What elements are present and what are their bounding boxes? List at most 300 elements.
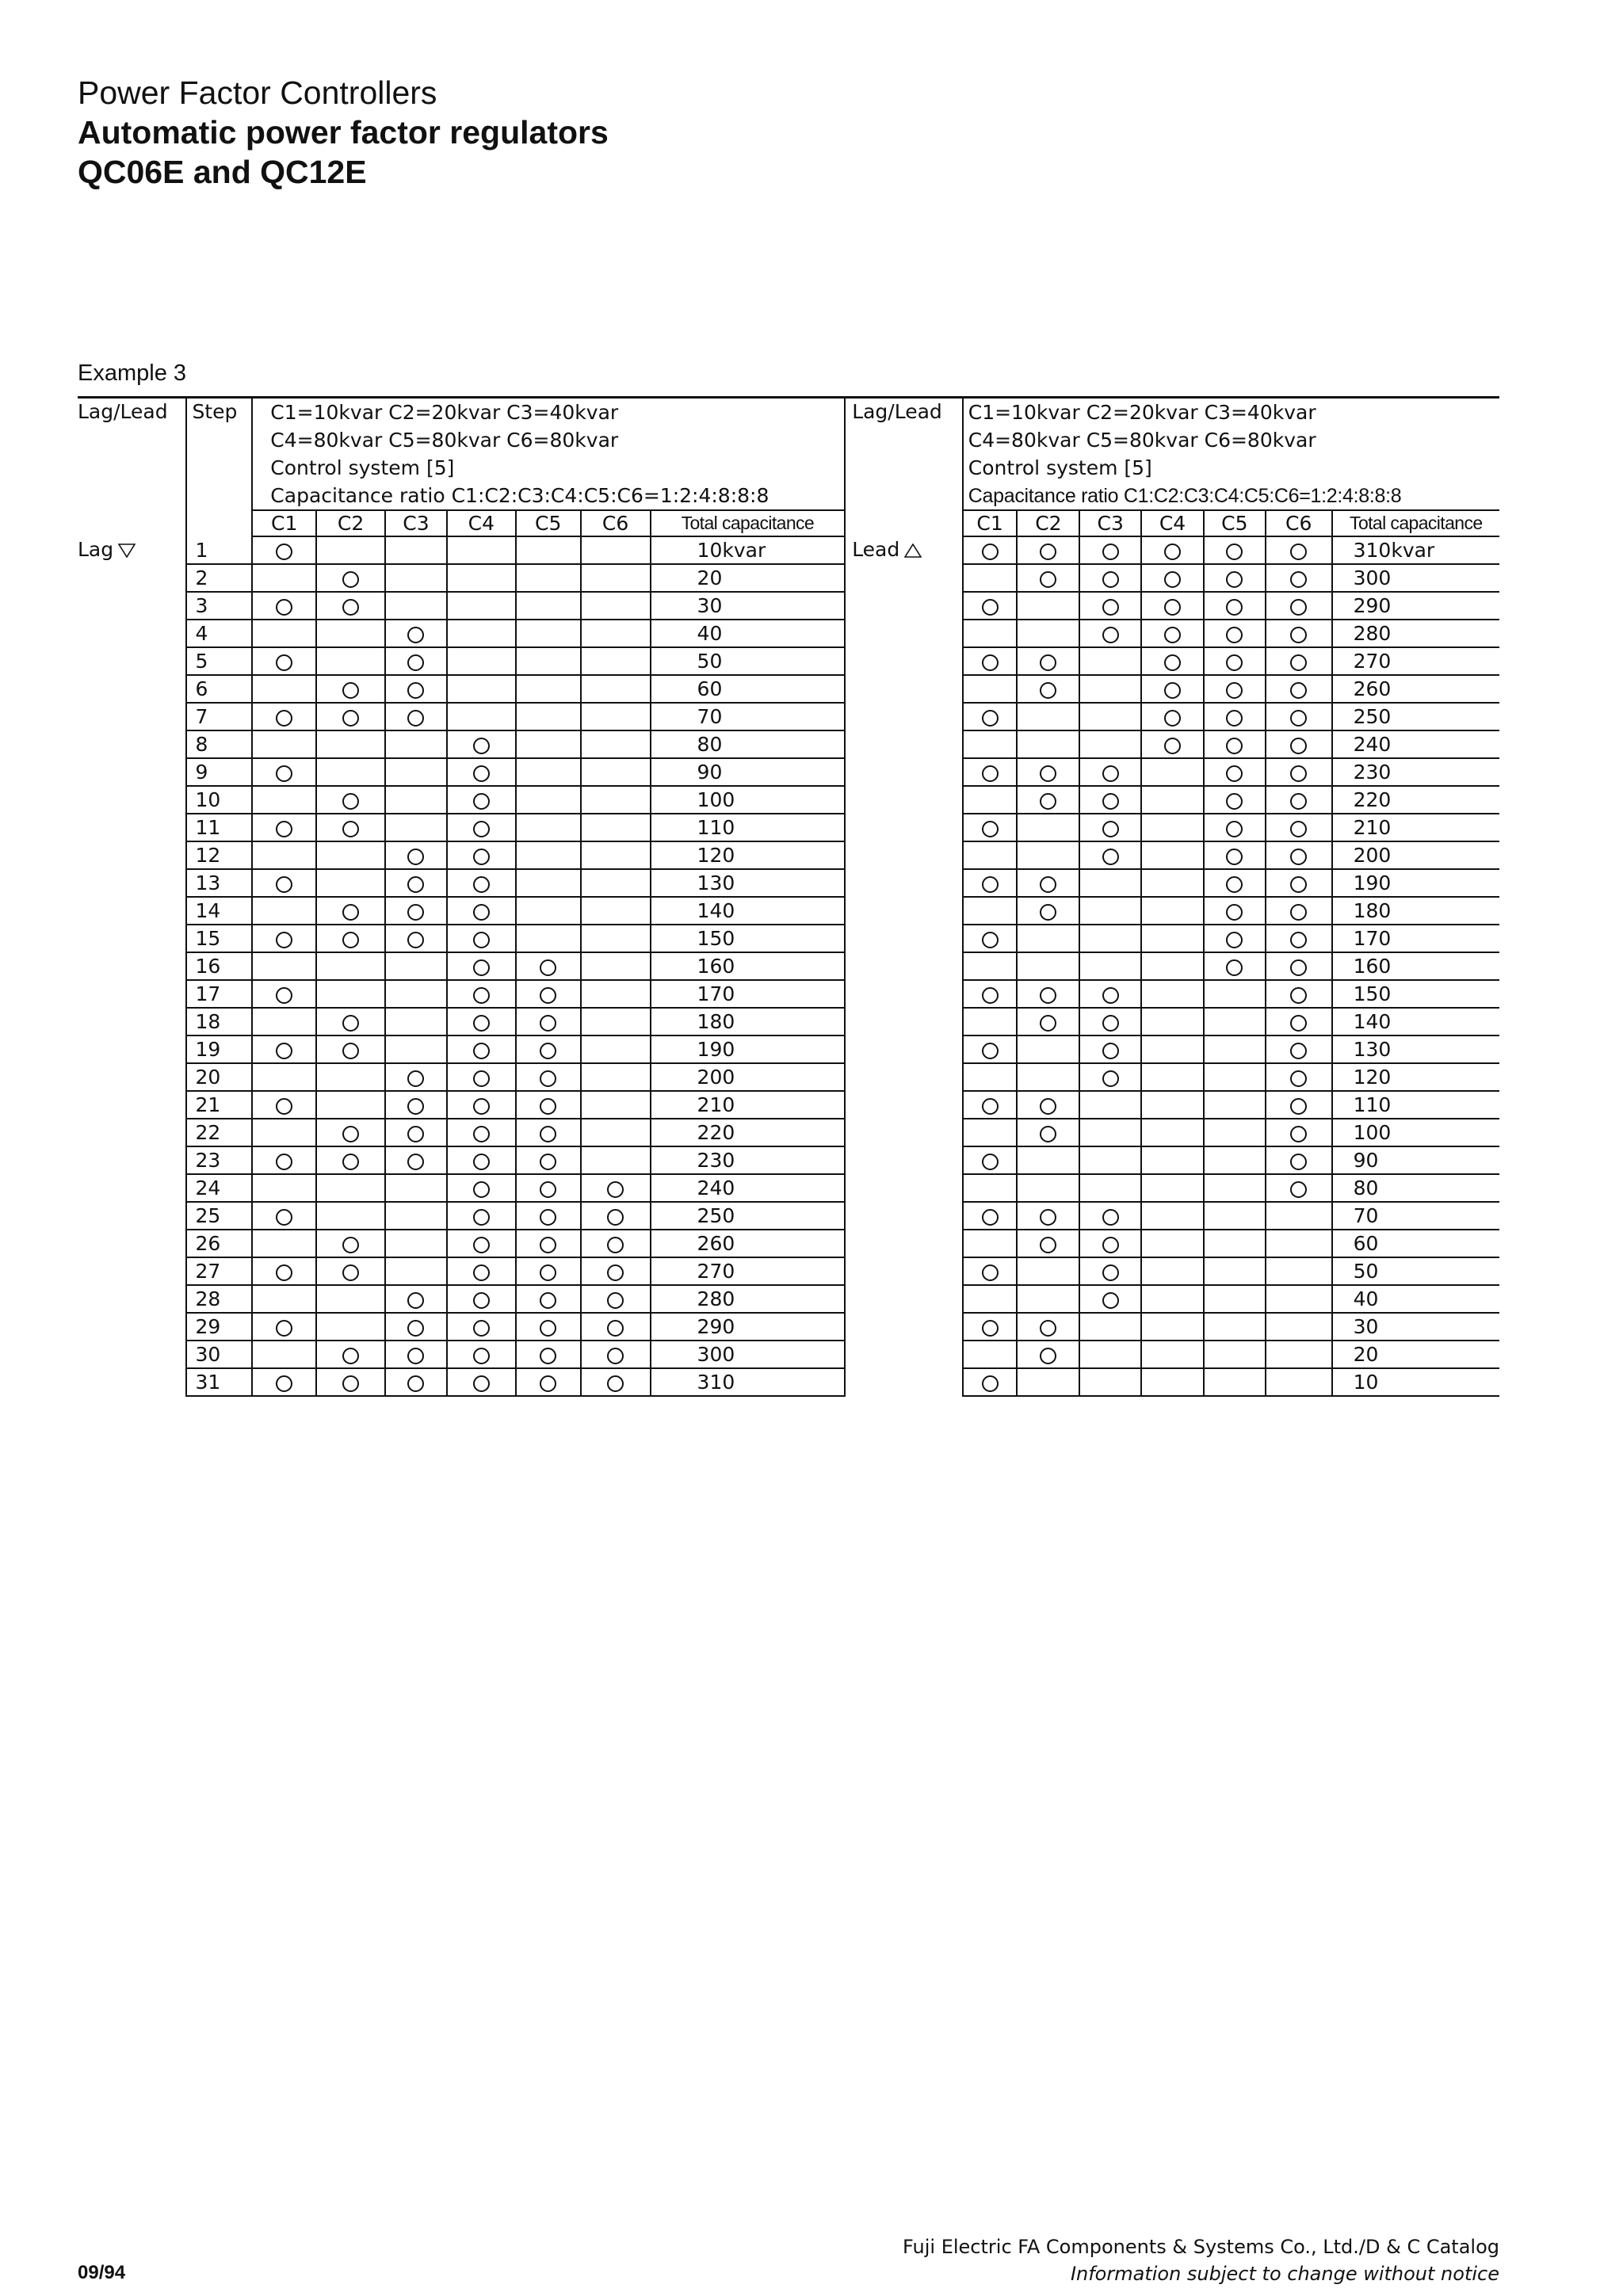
circle-icon — [1226, 849, 1243, 865]
lag-c6-cell — [581, 1202, 651, 1230]
lag-total-capacitance: 240 — [651, 1174, 846, 1202]
lag-c1-cell — [252, 536, 316, 564]
lead-c5-cell — [1204, 703, 1266, 730]
circle-icon — [540, 959, 556, 976]
lag-c4-cell — [447, 1313, 516, 1341]
lag-c2-cell — [316, 675, 385, 703]
lead-c1-cell — [963, 564, 1018, 592]
lag-c4-cell — [447, 1119, 516, 1146]
lag-c2-cell — [316, 1174, 385, 1202]
circle-icon — [540, 1292, 556, 1309]
lead-c3-cell — [1079, 592, 1141, 620]
circle-icon — [276, 1209, 292, 1226]
lead-c3-cell — [1079, 620, 1141, 647]
lag-c2-cell — [316, 1368, 385, 1396]
lead-c6-cell — [1266, 786, 1332, 814]
lag-c5-cell — [516, 1368, 581, 1396]
lag-c5-cell — [516, 1119, 581, 1146]
circle-icon — [473, 1292, 490, 1309]
circle-icon — [473, 1126, 490, 1142]
lag-c5-cell — [516, 786, 581, 814]
circle-icon — [473, 1209, 490, 1226]
step-number: 1 — [186, 536, 252, 564]
lead-c1-cell — [963, 675, 1018, 703]
lead-c5-cell — [1204, 647, 1266, 675]
lag-c3-cell — [385, 1091, 447, 1119]
lag-c4-cell — [447, 1174, 516, 1202]
lead-c4-cell — [1141, 592, 1204, 620]
lead-c1-cell — [963, 730, 1018, 758]
circle-icon — [982, 1320, 999, 1337]
col-header-c2: C2 — [316, 510, 385, 536]
circle-icon — [473, 738, 490, 754]
lead-c5-cell — [1204, 1119, 1266, 1146]
lead-c5-cell — [1204, 1063, 1266, 1091]
lag-c1-cell — [252, 980, 316, 1008]
lead-c6-cell — [1266, 647, 1332, 675]
lag-c2-cell — [316, 1146, 385, 1174]
circle-icon — [407, 1292, 424, 1309]
lead-c6-cell — [1266, 980, 1332, 1008]
circle-icon — [276, 821, 292, 837]
lead-c3-cell — [1079, 1285, 1141, 1313]
circle-icon — [1226, 571, 1243, 588]
lead-c1-cell — [963, 536, 1018, 564]
lead-total-capacitance: 230 — [1332, 758, 1499, 786]
circle-icon — [1102, 1264, 1119, 1281]
lag-c3-cell — [385, 1341, 447, 1368]
circle-icon — [1102, 793, 1119, 810]
circle-icon — [276, 987, 292, 1004]
lead-c1-cell — [963, 841, 1018, 869]
step-number: 28 — [186, 1285, 252, 1313]
lead-c5-cell — [1204, 1230, 1266, 1257]
circle-icon — [407, 1126, 424, 1142]
circle-icon — [1226, 959, 1243, 976]
lag-c3-cell — [385, 1202, 447, 1230]
circle-icon — [276, 1264, 292, 1281]
lead-total-capacitance: 300 — [1332, 564, 1499, 592]
lag-c3-cell — [385, 1368, 447, 1396]
circle-icon — [473, 1348, 490, 1364]
lead-c5-cell — [1204, 1035, 1266, 1063]
table-row — [78, 675, 1499, 703]
lead-c4-cell — [1141, 675, 1204, 703]
circle-icon — [1102, 1237, 1119, 1253]
step-number: 14 — [186, 897, 252, 925]
col-header-total-right: Total capacitance — [1332, 510, 1499, 536]
model-title: QC06E and QC12E — [78, 154, 367, 190]
circle-icon — [982, 1264, 999, 1281]
lead-c4-cell — [1141, 1035, 1204, 1063]
lead-c3-cell — [1079, 897, 1141, 925]
circle-icon — [473, 1098, 490, 1115]
circle-icon — [1040, 1348, 1056, 1364]
circle-icon — [473, 1237, 490, 1253]
circle-icon — [1226, 682, 1243, 699]
circle-icon — [982, 932, 999, 948]
lag-c3-cell — [385, 675, 447, 703]
lag-c6-cell — [581, 1368, 651, 1396]
lead-total-capacitance: 160 — [1332, 952, 1499, 980]
lead-c5-cell — [1204, 730, 1266, 758]
lead-c2-cell — [1017, 564, 1079, 592]
lag-c1-cell — [252, 1257, 316, 1285]
circle-icon — [1164, 654, 1181, 671]
lead-total-capacitance: 70 — [1332, 1202, 1499, 1230]
circle-icon — [276, 1043, 292, 1059]
lead-c2-cell — [1017, 536, 1079, 564]
circle-icon — [982, 1375, 999, 1392]
table-row — [78, 1202, 1499, 1230]
lead-c5-cell — [1204, 1174, 1266, 1202]
circle-icon — [1290, 821, 1307, 837]
circle-icon — [342, 793, 359, 810]
circle-icon — [276, 654, 292, 671]
lag-c5-cell — [516, 1091, 581, 1119]
table-row — [78, 1063, 1499, 1091]
lead-c4-cell — [1141, 1174, 1204, 1202]
lag-c5-cell — [516, 1285, 581, 1313]
lag-c6-cell — [581, 592, 651, 620]
circle-icon — [473, 1015, 490, 1032]
lead-c5-cell — [1204, 536, 1266, 564]
lag-c2-cell — [316, 1091, 385, 1119]
circle-icon — [276, 932, 292, 948]
lead-c4-cell — [1141, 1063, 1204, 1091]
lag-total-capacitance: 50 — [651, 647, 846, 675]
lead-c2-cell — [1017, 1257, 1079, 1285]
col-header-c6: C6 — [581, 510, 651, 536]
circle-icon — [407, 1348, 424, 1364]
lag-total-capacitance: 100 — [651, 786, 846, 814]
circle-icon — [1226, 543, 1243, 560]
col-header-c4-right: C4 — [1141, 510, 1204, 536]
lead-c3-cell — [1079, 1008, 1141, 1035]
lag-c5-cell — [516, 980, 581, 1008]
col-header-total: Total capacitance — [651, 510, 846, 536]
lag-c5-cell — [516, 1146, 581, 1174]
lead-total-capacitance: 240 — [1332, 730, 1499, 758]
lag-c3-cell — [385, 1313, 447, 1341]
lag-c4-cell — [447, 1257, 516, 1285]
step-number: 3 — [186, 592, 252, 620]
circle-icon — [276, 543, 292, 560]
lag-c1-cell — [252, 925, 316, 952]
circle-icon — [540, 1348, 556, 1364]
lag-c4-cell — [447, 1368, 516, 1396]
lag-c2-cell — [316, 925, 385, 952]
lag-total-capacitance: 300 — [651, 1341, 846, 1368]
lead-c3-cell — [1079, 1119, 1141, 1146]
table-row — [78, 536, 1499, 564]
lead-c4-cell — [1141, 536, 1204, 564]
lag-c6-cell — [581, 1257, 651, 1285]
lag-total-capacitance: 70 — [651, 703, 846, 730]
circle-icon — [1164, 543, 1181, 560]
table-row — [78, 1313, 1499, 1341]
circle-icon — [1290, 1126, 1307, 1142]
circle-icon — [1290, 654, 1307, 671]
circle-icon — [607, 1264, 624, 1281]
lead-c6-cell — [1266, 1313, 1332, 1341]
lag-total-capacitance: 90 — [651, 758, 846, 786]
circle-icon — [1290, 710, 1307, 727]
circle-icon — [540, 1015, 556, 1032]
step-number: 6 — [186, 675, 252, 703]
circle-icon — [473, 1070, 490, 1087]
lag-lead-header-right: Lag/Lead — [845, 398, 963, 537]
lag-c1-cell — [252, 841, 316, 869]
step-number: 10 — [186, 786, 252, 814]
circle-icon — [1040, 571, 1056, 588]
table-row — [78, 1341, 1499, 1368]
circle-icon — [607, 1292, 624, 1309]
lead-total-capacitance: 130 — [1332, 1035, 1499, 1063]
lag-c1-cell — [252, 814, 316, 841]
lead-c6-cell — [1266, 1091, 1332, 1119]
step-number: 16 — [186, 952, 252, 980]
lead-c2-cell — [1017, 1341, 1079, 1368]
lag-c1-cell — [252, 1202, 316, 1230]
lag-c3-cell — [385, 1285, 447, 1313]
lead-c1-cell — [963, 814, 1018, 841]
circle-icon — [1040, 654, 1056, 671]
lag-c3-cell — [385, 869, 447, 897]
lag-c6-cell — [581, 1341, 651, 1368]
lead-c2-cell — [1017, 592, 1079, 620]
lead-c4-cell — [1141, 952, 1204, 980]
right-info-line: Control system [5] — [968, 456, 1152, 479]
col-header-c1-right: C1 — [963, 510, 1018, 536]
lag-c4-cell — [447, 1230, 516, 1257]
lag-c6-cell — [581, 814, 651, 841]
circle-icon — [1226, 876, 1243, 893]
lag-c3-cell — [385, 647, 447, 675]
lead-c6-cell — [1266, 1035, 1332, 1063]
circle-icon — [407, 1154, 424, 1170]
lag-c2-cell — [316, 1230, 385, 1257]
circle-icon — [607, 1348, 624, 1364]
lead-c5-cell — [1204, 1146, 1266, 1174]
circle-icon — [1102, 543, 1119, 560]
col-header-c3: C3 — [385, 510, 447, 536]
lag-c4-cell — [447, 1091, 516, 1119]
lead-total-capacitance: 20 — [1332, 1341, 1499, 1368]
table-row — [78, 1174, 1499, 1202]
lag-c6-cell — [581, 1285, 651, 1313]
lag-c5-cell — [516, 841, 581, 869]
lag-total-capacitance: 200 — [651, 1063, 846, 1091]
circle-icon — [1164, 682, 1181, 699]
circle-icon — [1290, 904, 1307, 921]
left-info-line: Capacitance ratio C1:C2:C3:C4:C5:C6=1:2:4:8:8:8 — [252, 482, 845, 510]
step-number: 23 — [186, 1146, 252, 1174]
lead-c1-cell — [963, 647, 1018, 675]
lag-c5-cell — [516, 703, 581, 730]
lead-c3-cell — [1079, 536, 1141, 564]
lead-c4-cell — [1141, 897, 1204, 925]
lead-c2-cell — [1017, 1146, 1079, 1174]
circle-icon — [1164, 571, 1181, 588]
step-number: 19 — [186, 1035, 252, 1063]
circle-icon — [982, 1043, 999, 1059]
lead-c3-cell — [1079, 675, 1141, 703]
lead-c3-cell — [1079, 1257, 1141, 1285]
circle-icon — [407, 876, 424, 893]
circle-icon — [1102, 1209, 1119, 1226]
lag-c4-cell — [447, 703, 516, 730]
step-number: 8 — [186, 730, 252, 758]
triangle-up-icon — [904, 538, 922, 564]
circle-icon — [1290, 1043, 1307, 1059]
lag-total-capacitance: 190 — [651, 1035, 846, 1063]
col-header-c3-right: C3 — [1079, 510, 1141, 536]
lead-c2-cell — [1017, 980, 1079, 1008]
lag-c1-cell — [252, 1119, 316, 1146]
circle-icon — [1226, 821, 1243, 837]
lag-c2-cell — [316, 592, 385, 620]
lag-c2-cell — [316, 1035, 385, 1063]
lead-c4-cell — [1141, 758, 1204, 786]
lag-total-capacitance: 40 — [651, 620, 846, 647]
circle-icon — [1164, 710, 1181, 727]
lag-c5-cell — [516, 925, 581, 952]
lag-total-capacitance: 210 — [651, 1091, 846, 1119]
lag-c2-cell — [316, 703, 385, 730]
lead-c2-cell — [1017, 730, 1079, 758]
circle-icon — [540, 1181, 556, 1198]
lead-total-capacitance: 90 — [1332, 1146, 1499, 1174]
lag-c1-cell — [252, 1313, 316, 1341]
lead-c2-cell — [1017, 1091, 1079, 1119]
circle-icon — [607, 1181, 624, 1198]
lag-c2-cell — [316, 730, 385, 758]
lag-total-capacitance: 150 — [651, 925, 846, 952]
lag-c1-cell — [252, 1174, 316, 1202]
circle-icon — [342, 904, 359, 921]
lag-c3-cell — [385, 703, 447, 730]
lag-c3-cell — [385, 786, 447, 814]
circle-icon — [1290, 876, 1307, 893]
col-header-c5-right: C5 — [1204, 510, 1266, 536]
lag-c4-cell — [447, 620, 516, 647]
lead-c4-cell — [1141, 1202, 1204, 1230]
company-name: Fuji Electric FA Components & Systems Co., Ltd./D & C Catalog — [903, 2236, 1499, 2258]
lag-label: Lag — [78, 538, 114, 561]
step-number: 27 — [186, 1257, 252, 1285]
circle-icon — [607, 1320, 624, 1337]
lead-total-capacitance: 270 — [1332, 647, 1499, 675]
circle-icon — [473, 821, 490, 837]
lead-c5-cell — [1204, 564, 1266, 592]
lag-c4-cell — [447, 592, 516, 620]
lead-c5-cell — [1204, 814, 1266, 841]
lead-c5-cell — [1204, 1341, 1266, 1368]
lag-c2-cell — [316, 1202, 385, 1230]
circle-icon — [473, 1264, 490, 1281]
lag-c3-cell — [385, 897, 447, 925]
circle-icon — [1290, 932, 1307, 948]
lead-c6-cell — [1266, 1368, 1332, 1396]
lag-total-capacitance: 140 — [651, 897, 846, 925]
lead-c1-cell — [963, 1119, 1018, 1146]
lag-c5-cell — [516, 592, 581, 620]
lag-c2-cell — [316, 897, 385, 925]
lead-c4-cell — [1141, 786, 1204, 814]
circle-icon — [342, 1264, 359, 1281]
lag-c2-cell — [316, 1341, 385, 1368]
lead-c1-cell — [963, 952, 1018, 980]
lag-c3-cell — [385, 730, 447, 758]
lead-c3-cell — [1079, 841, 1141, 869]
circle-icon — [540, 1375, 556, 1392]
lag-total-capacitance: 80 — [651, 730, 846, 758]
step-number: 26 — [186, 1230, 252, 1257]
lead-c2-cell — [1017, 758, 1079, 786]
circle-icon — [407, 654, 424, 671]
step-number: 2 — [186, 564, 252, 592]
circle-icon — [473, 849, 490, 865]
circle-icon — [540, 1264, 556, 1281]
lead-c3-cell — [1079, 730, 1141, 758]
page-number: 09/94 — [78, 2262, 126, 2283]
lead-c5-cell — [1204, 897, 1266, 925]
lead-c4-cell — [1141, 925, 1204, 952]
table-row — [78, 620, 1499, 647]
lag-total-capacitance: 10kvar — [651, 536, 846, 564]
lag-c1-cell — [252, 1035, 316, 1063]
lead-c5-cell — [1204, 1091, 1266, 1119]
col-header-c5: C5 — [516, 510, 581, 536]
lead-c3-cell — [1079, 564, 1141, 592]
lead-total-capacitance: 110 — [1332, 1091, 1499, 1119]
step-number: 25 — [186, 1202, 252, 1230]
lead-c2-cell — [1017, 1119, 1079, 1146]
lead-c6-cell — [1266, 1285, 1332, 1313]
step-number: 12 — [186, 841, 252, 869]
lag-c6-cell — [581, 620, 651, 647]
circle-icon — [407, 932, 424, 948]
lead-c6-cell — [1266, 1063, 1332, 1091]
circle-icon — [1290, 765, 1307, 782]
lag-c4-cell — [447, 758, 516, 786]
lead-total-capacitance: 140 — [1332, 1008, 1499, 1035]
circle-icon — [1164, 627, 1181, 643]
circle-icon — [1290, 1154, 1307, 1170]
circle-icon — [342, 1154, 359, 1170]
lead-c1-cell — [963, 1368, 1018, 1396]
lag-c4-cell — [447, 786, 516, 814]
lead-c4-cell — [1141, 620, 1204, 647]
lag-c5-cell — [516, 647, 581, 675]
lag-c5-cell — [516, 1202, 581, 1230]
lag-c6-cell — [581, 1146, 651, 1174]
lag-c3-cell — [385, 952, 447, 980]
table-row — [78, 841, 1499, 869]
lead-c5-cell — [1204, 1313, 1266, 1341]
lead-c6-cell — [1266, 758, 1332, 786]
lead-total-capacitance: 190 — [1332, 869, 1499, 897]
col-header-c4: C4 — [447, 510, 516, 536]
lag-c6-cell — [581, 1035, 651, 1063]
step-number: 5 — [186, 647, 252, 675]
lead-c1-cell — [963, 1257, 1018, 1285]
lead-c5-cell — [1204, 980, 1266, 1008]
circle-icon — [1164, 599, 1181, 616]
circle-icon — [982, 1098, 999, 1115]
lead-c6-cell — [1266, 1230, 1332, 1257]
